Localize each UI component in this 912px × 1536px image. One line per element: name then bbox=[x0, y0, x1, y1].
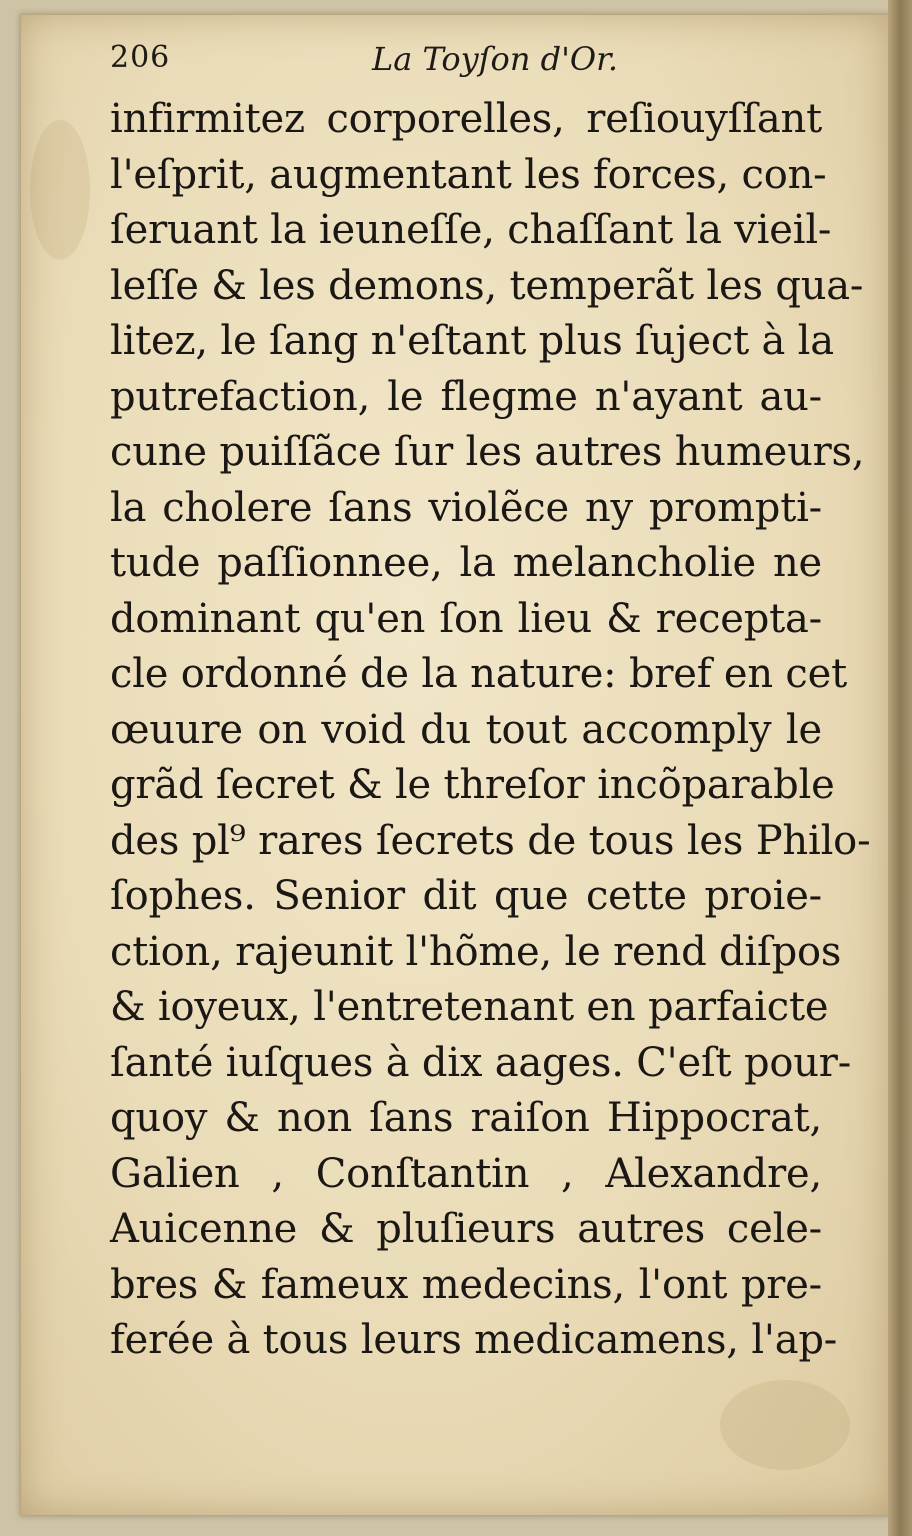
page-number: 206 bbox=[110, 40, 171, 75]
text-line: ſanté iuſques à dix aages. C'eſt pour- bbox=[110, 1039, 852, 1086]
text-line: œuure on void du tout accomply le bbox=[110, 706, 822, 753]
text-line: bres & fameux medecins, l'ont pre- bbox=[110, 1261, 822, 1308]
text-line: & ioyeux, l'entretenant en parfaicte bbox=[110, 984, 829, 1030]
running-title: La Toyſon d'Or. bbox=[372, 40, 619, 78]
text-line: infirmitez corporelles, reſiouyſſant bbox=[110, 96, 822, 142]
body-text bbox=[110, 92, 871, 1369]
page-edge bbox=[888, 0, 912, 1536]
text-line: cle ordonné de la nature: bref en cet bbox=[110, 651, 847, 697]
text-line: l'eſprit, augmentant les forces, con- bbox=[110, 151, 827, 198]
text-line: ſophes. Senior dit que cette proie- bbox=[110, 873, 822, 919]
text-line: des pl⁹ rares ſecrets de tous les Philo- bbox=[110, 817, 871, 864]
text-line: ferée à tous leurs medicamens, l'ap- bbox=[110, 1317, 838, 1363]
text-line: putrefaction, le flegme n'ayant au- bbox=[110, 373, 822, 420]
page-header bbox=[110, 40, 750, 90]
text-line: litez, le ſang n'eſtant plus ſuject à la bbox=[110, 318, 834, 364]
text-line: Auicenne & pluſieurs autres cele- bbox=[110, 1206, 822, 1252]
text-line: ſeruant la ieuneſſe, chaſſant la vieil- bbox=[110, 207, 832, 253]
text-line: grãd ſecret & le threſor incõparable bbox=[110, 762, 835, 808]
text-line: ction, rajeunit l'hõme, le rend diſpos bbox=[110, 928, 842, 975]
text-line: la cholere ſans violẽce ny prompti- bbox=[110, 484, 822, 531]
text-line: Galien , Conſtantin , Alexandre, bbox=[110, 1150, 822, 1197]
text-line: quoy & non ſans raiſon Hippocrat, bbox=[110, 1095, 822, 1141]
text-line: leſſe & les demons, temperãt les qua- bbox=[110, 262, 864, 309]
text-line: dominant qu'en ſon lieu & recepta- bbox=[110, 595, 822, 642]
text-line: tude paſſionnee, la melancholie ne bbox=[110, 540, 822, 586]
text-line: cune puiſſãce ſur les autres humeurs, bbox=[110, 429, 865, 475]
